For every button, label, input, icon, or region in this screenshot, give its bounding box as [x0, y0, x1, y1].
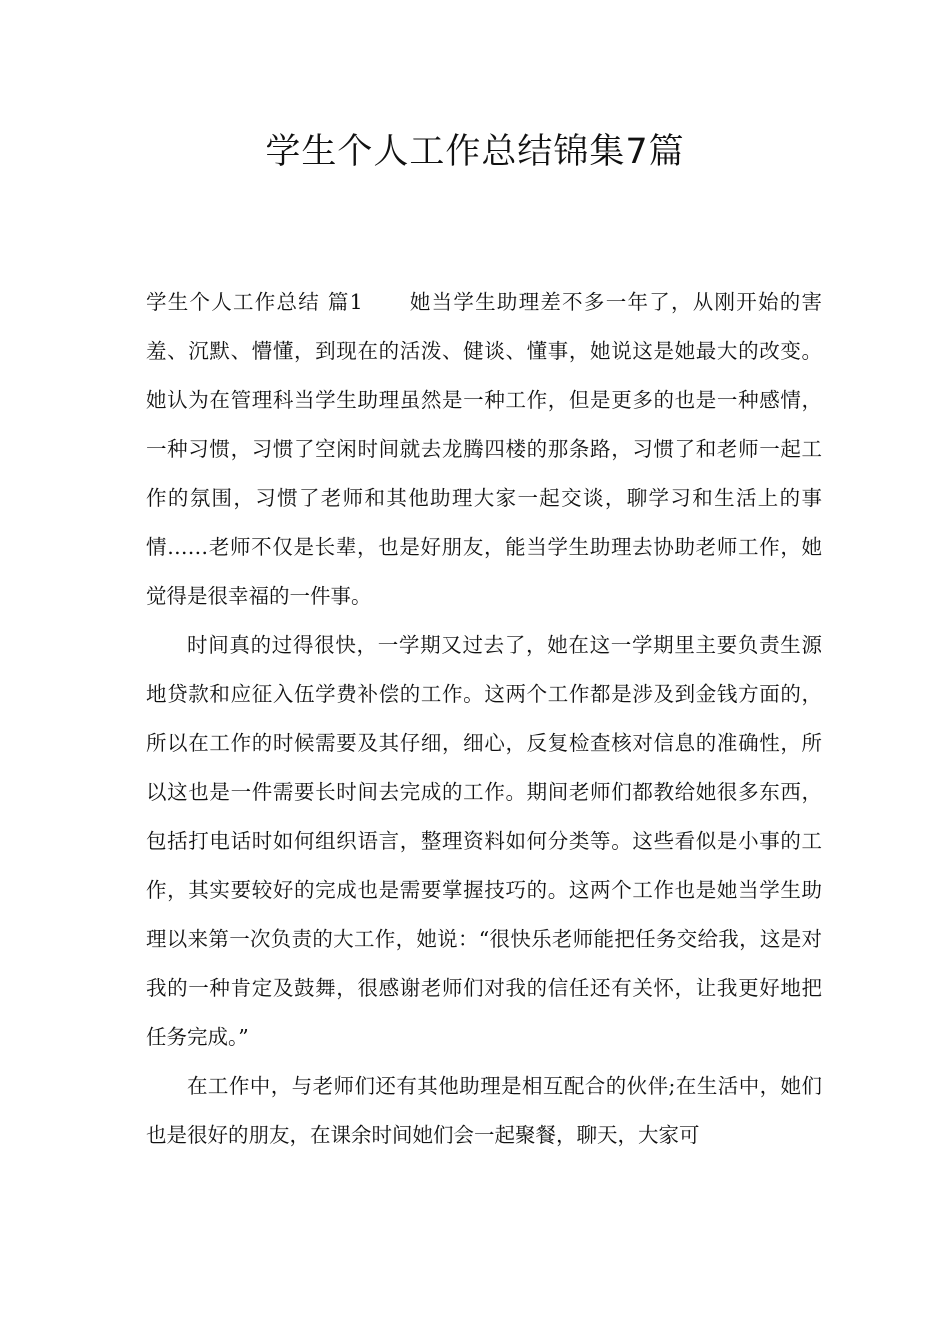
document-title: 学生个人工作总结锦集7篇	[265, 132, 685, 172]
paragraph-1-text: 她当学生助理差不多一年了，从刚开始的害羞、沉默、懵懂，到现在的活泼、健谈、懂事，她说这是她最大的改变。她认为在管理科当学生助理虽然是一种工作，但是更多的也是一种感情，一种习惯，习惯了空闲时间就去龙腾四楼的那条路，习惯了和老师一起工作的氛围，习惯了老师和其他助理大家一起交谈，聊学习和生活上的事情……老师不仅是长辈，也是好朋友，能当学生助理去协助老师工作，她觉得是很幸福的一件事。	[146, 290, 822, 608]
paragraph-1	[146, 278, 822, 621]
paragraph-3: 在工作中，与老师们还有其他助理是相互配合的伙伴;在生活中，她们也是很好的朋友，在课余时间她们会一起聚餐，聊天，大家可	[146, 1074, 822, 1147]
paragraph-2: 时间真的过得很快，一学期又过去了，她在这一学期里主要负责生源地贷款和应征入伍学费补偿的工作。这两个工作都是涉及到金钱方面的，所以在工作的时候需要及其仔细，细心，反复检查核对信息的准确性，所以这也是一件需要长时间去完成的工作。期间老师们都教给她很多东西，包括打电话时如何组织语言，整理资料如何分类等。这些看似是小事的工作，其实要较好的完成也是需要掌握技巧的。这两个工作也是她当学生助理以来第一次负责的大工作，她说：“很快乐老师能把任务交给我，这是对我的一种肯定及鼓舞，很感谢老师们对我的信任还有关怀，让我更好地把任务完成。”	[146, 633, 822, 1049]
document-body	[146, 278, 822, 1160]
section-heading: 学生个人工作总结 篇1	[146, 290, 363, 314]
